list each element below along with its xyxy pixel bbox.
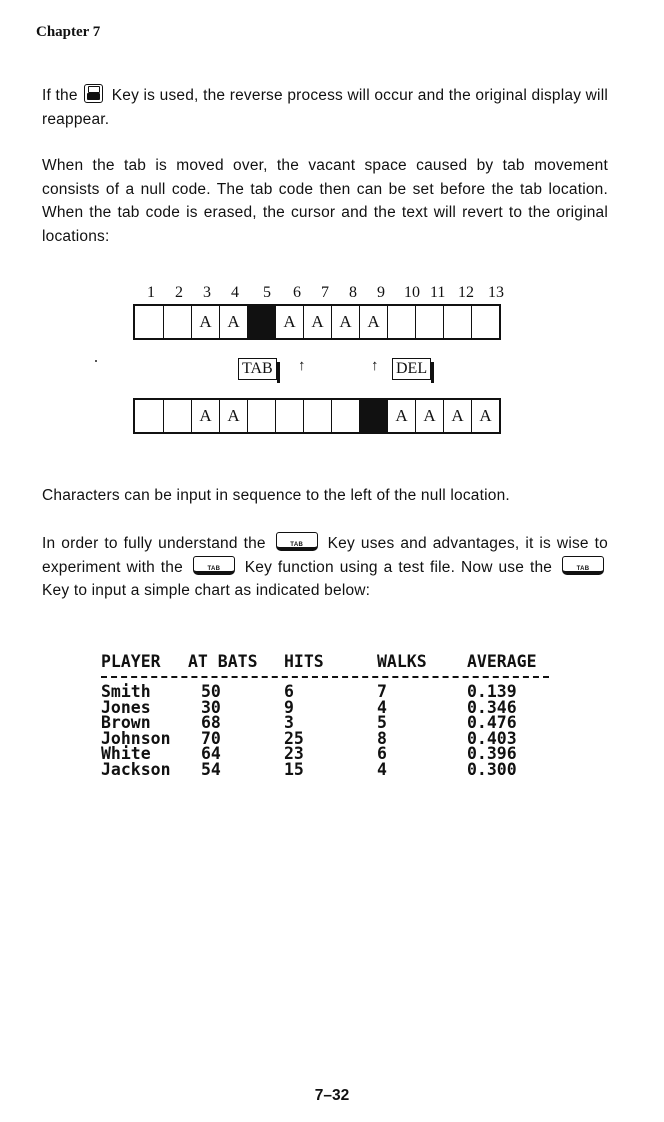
display-cell: A (415, 400, 443, 432)
paragraph-clr-key (42, 84, 608, 131)
tab-key-label: TAB (238, 358, 277, 380)
table-cell: 0.403 (467, 728, 517, 748)
table-cell: Jackson (101, 759, 171, 779)
column-header: AT BATS (188, 652, 258, 671)
position-number: 3 (203, 284, 211, 301)
table-cell: Brown (101, 713, 151, 732)
stray-dot (95, 360, 97, 362)
position-number: 7 (321, 284, 329, 301)
table-cell: 0.396 (467, 744, 517, 763)
display-cell: A (275, 306, 303, 338)
table-cell: 64 (201, 744, 221, 763)
position-number: 2 (175, 284, 183, 301)
tab-key-text: TAB (290, 542, 304, 548)
column-header: WALKS (377, 652, 427, 671)
display-cell: A (191, 400, 219, 432)
tab-key-text: TAB (207, 565, 221, 572)
display-cell: A (387, 400, 415, 432)
paragraph-text: Key function using a test file. Now use the (244, 558, 553, 576)
table-cell: 4 (377, 697, 387, 717)
display-cell (331, 400, 359, 432)
table-cell: 0.139 (467, 682, 517, 701)
table-cell: 5 (377, 713, 387, 732)
position-number: 13 (488, 284, 504, 301)
paragraph-text: In order to fully understand the (42, 535, 266, 552)
paragraph-text: If the (42, 87, 78, 104)
display-cell (247, 400, 275, 432)
up-arrow-icon: ↑ (298, 357, 306, 374)
display-cell: A (303, 306, 331, 338)
table-cell: Johnson (101, 728, 171, 748)
position-number: 10 (404, 284, 420, 301)
display-cell (163, 400, 191, 432)
position-number: 5 (263, 284, 271, 301)
table-cell: 8 (377, 728, 387, 748)
position-number: 4 (231, 284, 239, 301)
column-header: PLAYER (101, 652, 161, 671)
paragraph-text: Key is used, the reverse process will occur and the original display will reappear. (42, 87, 608, 128)
table-cell: 6 (377, 744, 387, 763)
page-number: 7–32 (314, 1087, 350, 1104)
position-number: 1 (147, 284, 155, 301)
display-cell (135, 400, 163, 432)
table-cell: 50 (201, 682, 221, 701)
chapter-heading: Chapter 7 (36, 24, 101, 40)
display-cell: A (471, 400, 499, 432)
up-arrow-icon: ↑ (371, 357, 379, 374)
display-cell: A (219, 306, 247, 338)
paragraph-text: Key to input a simple chart as indicated below: (42, 582, 371, 599)
position-number: 12 (458, 284, 474, 301)
display-cell (163, 306, 191, 338)
position-number: 8 (349, 284, 357, 301)
table-cell: 9 (284, 697, 294, 717)
paragraph-null-location: Characters can be input in sequence to the left of the null location. (42, 487, 510, 504)
display-cell: A (359, 306, 387, 338)
display-cell (443, 306, 471, 338)
table-cell: 0.300 (467, 759, 517, 779)
position-number: 9 (377, 284, 385, 301)
tab-key-icon (562, 556, 604, 575)
table-cell: 30 (201, 697, 221, 717)
tab-key-text: TAB (576, 565, 590, 572)
position-number: 11 (430, 284, 446, 301)
table-cell: 70 (201, 728, 221, 748)
display-cell (415, 306, 443, 338)
display-cell: A (331, 306, 359, 338)
display-cell: A (191, 306, 219, 338)
table-cell: 15 (284, 759, 304, 779)
display-row-after (133, 398, 501, 434)
table-cell: 4 (377, 759, 387, 779)
position-number: 6 (293, 284, 301, 301)
column-header: AVERAGE (467, 652, 537, 671)
table-cell: 68 (201, 713, 221, 732)
null-code-cell (247, 306, 275, 338)
table-cell: 54 (201, 759, 221, 779)
clr-key-icon (84, 84, 103, 103)
column-header: HITS (284, 652, 324, 671)
paragraph-tab-key (42, 532, 608, 603)
table-cell: 23 (284, 744, 304, 763)
display-row-before (133, 304, 501, 340)
table-cell: 0.476 (467, 713, 517, 732)
display-cell (387, 306, 415, 338)
table-cell: Smith (101, 682, 151, 701)
display-cell (275, 400, 303, 432)
display-cell (471, 306, 499, 338)
table-cell: 3 (284, 713, 294, 732)
header-rule (101, 676, 549, 678)
table-cell: 0.346 (467, 697, 517, 717)
tab-key-icon (193, 556, 235, 575)
tab-key-icon (276, 532, 318, 551)
display-cell (303, 400, 331, 432)
null-code-cell (359, 400, 387, 432)
table-cell: Jones (101, 697, 151, 717)
table-cell: White (101, 744, 151, 763)
display-cell: A (443, 400, 471, 432)
paragraph-tab-movement: When the tab is moved over, the vacant space caused by tab movement consists of a null code. The tab code then can be set before the tab location. When the tab code is erased, the cursor and the text will revert to the original locations: (42, 157, 608, 245)
display-cell (135, 306, 163, 338)
paragraph-text: Key uses and advantages, it is wise to experiment with the (42, 535, 608, 576)
display-cell: A (219, 400, 247, 432)
table-cell: 6 (284, 682, 294, 701)
table-cell: 7 (377, 682, 387, 701)
table-cell: 25 (284, 728, 304, 748)
del-key-label: DEL (392, 358, 431, 380)
